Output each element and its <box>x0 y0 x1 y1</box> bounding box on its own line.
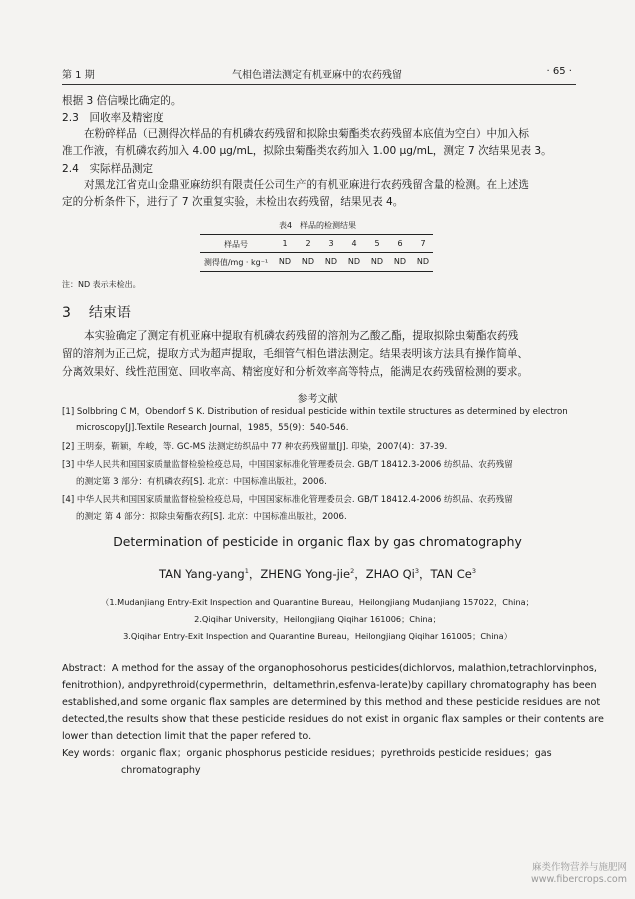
section-heading-2-4: 2.4 实际样品测定 <box>62 163 154 175</box>
page-number: · 65 · <box>546 66 572 77</box>
abstract-line: Abstract：A method for the assay of the organophosohorus pesticides(dichlorvos, malathion,tetrachlorvinphos, <box>62 663 597 674</box>
abstract-line: detected,the results show that these pesticide residues do not exist in organic flax samples or their contents are <box>62 714 604 725</box>
section-title: 结束语 <box>88 305 131 321</box>
body-line: 定的分析条件下，进行了 7 次重复实验，未检出农药残留，结果见表 4。 <box>62 196 404 208</box>
author-name: ，ZHAO Qi <box>354 567 415 581</box>
author-affiliation-mark: 1 <box>244 567 249 576</box>
watermark <box>531 862 627 886</box>
table-header-cell: 2 <box>305 239 311 248</box>
english-title: Determination of pesticide in organic flax by gas chromatography <box>113 534 522 549</box>
body-line: 根据 3 倍信噪比确定的。 <box>62 95 182 107</box>
table-note: 注：ND 表示未检出。 <box>62 280 141 289</box>
body-line: 留的溶剂为正己烷，提取方式为超声提取，毛细管气相色谱法测定。结果表明该方法具有操作简单、 <box>62 348 529 360</box>
author-affiliation-mark: 2 <box>350 567 355 576</box>
table-value-cell: ND <box>347 257 361 266</box>
author-affiliation-mark: 3 <box>471 567 477 576</box>
table-value-cell: ND <box>301 257 315 266</box>
table-caption: 表4 样品的检测结果 <box>278 221 357 230</box>
body-line: 在粉碎样品（已测得次样品的有机磷农药残留和拟除虫菊酯类农药残留本底值为空白）中加入标 <box>84 128 529 140</box>
abstract-line: lower than detection limit that the paper refered to. <box>62 731 312 742</box>
table-header-cell: 7 <box>420 239 426 248</box>
table-header-cell: 4 <box>351 239 357 248</box>
reference-item: [2] 王明泰，靳颖，牟峻，等. GC-MS 法测定纺织品中 77 种农药残留量[J]. 印染，2007(4)：37-39. <box>62 442 448 452</box>
table-row-label-sample: 样品号 <box>224 240 248 249</box>
section-heading-3 <box>62 302 131 322</box>
affiliation-line: （1.Mudanjiang Entry-Exit Inspection and Quarantine Bureau，Heilongjiang Mudanjiang 157022，China； <box>101 597 534 607</box>
issue-number: 第 1 期 <box>62 70 95 81</box>
header-rule <box>62 84 576 85</box>
reference-item: 的测定 第 4 部分：拟除虫菊酯农药[S]. 北京：中国标准出版社，2006. <box>76 512 347 522</box>
author-name: ，TAN Ce <box>419 567 472 581</box>
author-affiliation-mark: 3 <box>414 567 419 576</box>
table-row-label-value: 测得值/mg · kg⁻¹ <box>203 258 269 267</box>
references-heading: 参考文献 <box>297 394 338 405</box>
body-line: 分离效果好、线性范围宽、回收率高、精密度好和分析效率高等特点，能满足农药残留检测的要求。 <box>62 366 529 378</box>
table-header-cell: 1 <box>282 239 288 248</box>
table-value-cell: ND <box>324 257 338 266</box>
table-value-cell: ND <box>370 257 384 266</box>
abstract-line: established,and some organic flax samples are determined by this method and these pesticide residues are not <box>62 697 601 708</box>
author-name: ，ZHENG Yong-jie <box>248 567 351 581</box>
table-header-cell: 3 <box>328 239 334 248</box>
section-heading-2-3: 2.3 回收率及精密度 <box>62 112 164 124</box>
affiliation-line: 3.Qiqihar Entry-Exit Inspection and Quarantine Bureau，Heilongjiang Qiqihar 161005；China） <box>123 631 512 641</box>
english-authors <box>0 566 635 582</box>
watermark-line: www.fibercrops.com <box>530 874 627 885</box>
body-line: 准工作液，有机磷农药加入 4.00 μg/mL，拟除虫菊酯类农药加入 1.00 μg/mL，测定 7 次结果见表 3。 <box>62 145 552 157</box>
table-header-cell: 6 <box>397 239 403 248</box>
table-header-cell: 5 <box>374 239 380 248</box>
abstract-line: fenitrothion), andpyrethroid(cypermethrin，deltamethrin,esfenva-lerate)by capillary chromatography has been <box>62 680 597 691</box>
table-mid-rule <box>200 252 433 253</box>
body-line: 对黑龙江省克山金鼎亚麻纺织有限责任公司生产的有机亚麻进行农药残留含量的检测。在上述选 <box>84 179 529 191</box>
table-value-cell: ND <box>393 257 407 266</box>
author-name: TAN Yang-yang <box>158 567 245 581</box>
reference-item: [3] 中华人民共和国国家质量监督检验检疫总局，中国国家标准化管理委员会. GB/T 18412.3-2006 纺织品、农药残留 <box>62 460 513 470</box>
table-value-cell: ND <box>278 257 292 266</box>
affiliation-line: 2.Qiqihar University，Heilongjiang Qiqihar 161006；China； <box>194 614 441 624</box>
section-number: 3 <box>62 305 71 321</box>
reference-item: 的测定第 3 部分：有机磷农药[S]. 北京：中国标准出版社，2006. <box>76 477 327 487</box>
keywords-line: Key words：organic flax；organic phosphorus pesticide residues；pyrethroids pesticide residues；gas <box>62 748 552 759</box>
table-bottom-rule <box>200 271 433 272</box>
watermark-line: 麻类作物营养与施肥网 <box>531 862 627 873</box>
reference-item: [1] Solbbring C M，Obendorf S K. Distribution of residual pesticide within textile structures as determined by electron <box>62 407 568 417</box>
reference-item: [4] 中华人民共和国国家质量监督检验检疫总局，中国国家标准化管理委员会. GB/T 18412.4-2006 纺织品、农药残留 <box>62 495 513 505</box>
reference-item: microscopy[J].Textile Research Journal，1985，55(9)：540-546. <box>76 423 349 433</box>
table-value-cell: ND <box>416 257 430 266</box>
running-title: 气相色谱法测定有机亚麻中的农药残留 <box>232 70 402 81</box>
keywords-line: chromatography <box>121 765 201 776</box>
table-top-rule <box>200 234 433 235</box>
body-line: 本实验确定了测定有机亚麻中提取有机磷农药残留的溶剂为乙酸乙酯，提取拟除虫菊酯农药残 <box>84 330 519 342</box>
running-header <box>62 66 572 82</box>
